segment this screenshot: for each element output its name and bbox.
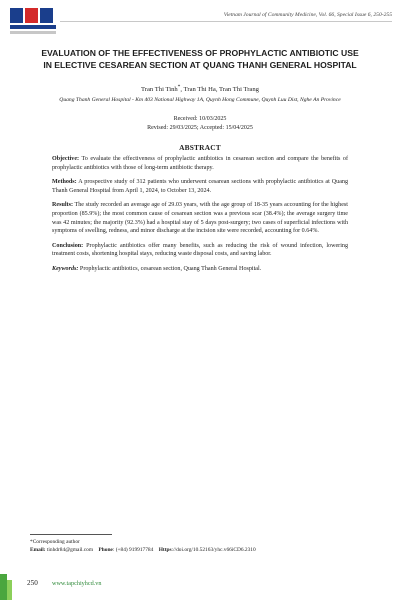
abstract-conclusion — [52, 242, 348, 259]
doi-link[interactable]: ://doi.org/10.52163/yhc.v66iCD6.2310 — [171, 547, 256, 553]
abstract-methods — [52, 178, 348, 195]
revised-accepted-date: Revised: 29/03/2025; Accepted: 15/04/2025 — [147, 125, 253, 131]
title-line-2: IN ELECTIVE CESAREAN SECTION AT QUANG THANH GENERAL HOSPITAL — [43, 59, 357, 70]
abstract-heading: ABSTRACT — [179, 143, 221, 152]
email-label: Email: — [30, 547, 46, 553]
corresponding-author-note: *Corresponding author — [30, 539, 80, 545]
abstract-objective — [52, 155, 348, 172]
email-value[interactable]: tinhdr84@gmail.com — [45, 547, 94, 553]
article-title — [14, 48, 386, 71]
logo-bar — [10, 25, 56, 29]
article-dates — [0, 115, 400, 133]
doi-label: Https — [158, 547, 172, 553]
logo-block-red — [25, 8, 38, 23]
conclusion-label: Conclusion: — [52, 242, 84, 249]
conclusion-text: Prophylactic antibiotics offer many benefits, such as reducing the risk of wound infection, lowering treatment costs, shortening hospital stays, reducing waste disposal costs, and saving labor. — [52, 242, 348, 258]
authors-rest: , Tran Thi Ha, Tran Thi Trang — [180, 86, 259, 94]
page-number: 250 — [27, 579, 38, 587]
logo-bar-grey — [10, 31, 56, 34]
logo-block-blue-left — [10, 8, 23, 23]
keywords-label: Keywords: — [52, 265, 79, 272]
affiliation: Quang Thanh General Hospital - Km 403 National Highway 1A, Quynh Hong Commune, Quynh Luu Dist, Nghe An Province — [59, 97, 341, 103]
abstract-body — [52, 155, 348, 280]
keywords-text: Prophylactic antibiotics, cesarean section, Quang Thanh General Hospital. — [78, 265, 262, 272]
footnote — [30, 538, 380, 554]
abstract-keywords — [52, 265, 348, 274]
journal-citation: Vietnam Journal of Community Medicine, Vol. 66, Special Issue 6, 250-255 — [223, 12, 392, 18]
header-divider — [60, 21, 392, 22]
authors — [0, 84, 400, 93]
abstract-results — [52, 201, 348, 235]
contact-line — [30, 546, 380, 554]
objective-label: Objective: — [52, 156, 80, 162]
footnote-divider — [30, 534, 112, 535]
received-date: Received: 10/03/2025 — [173, 116, 227, 122]
corner-accent-light — [7, 580, 12, 600]
methods-label: Methods: — [52, 179, 77, 186]
logo-block-blue-right — [40, 8, 53, 23]
results-text: The study recorded an average age of 29.03 years, with the age group of 18-35 years accounting for the highest proportion (85.9%); the most common cause of cesarean section was a previous scar (38.4%); the average surgery time was 42 minutes; the majority (92.3%) had a hospital stay of 5 days post-surgery; two cases of superficial infections with symptoms of swelling, redness, and minor discharge at the incision site were recorded, accounting for 0.64%. — [52, 202, 348, 235]
title-line-1: EVALUATION OF THE EFFECTIVENESS OF PROPHYLACTIC ANTIBIOTIC USE — [41, 48, 359, 58]
methods-text: A prospective study of 312 patients who underwent cesarean sections with prophylactic antibiotics at Quang Thanh General Hospital from April 1, 2024, to October 13, 2024. — [52, 179, 348, 194]
corresponding-mark: * — [177, 84, 181, 90]
journal-website-link[interactable]: www.tapchiyhcd.vn — [52, 580, 102, 587]
results-label: Results: — [52, 202, 73, 209]
phone-label: Phone — [98, 547, 113, 553]
author-1: Tran Thi Tinh — [141, 86, 178, 94]
corner-accent — [0, 574, 7, 600]
objective-text: To evaluate the effectiveness of prophylactic antibiotics in cesarean section and compare the benefits of prophylactic antibiotics with those of long-term antibiotic therapy. — [52, 156, 348, 171]
journal-logo — [10, 8, 56, 38]
phone-value: : (+84) 919917784 — [112, 547, 154, 553]
